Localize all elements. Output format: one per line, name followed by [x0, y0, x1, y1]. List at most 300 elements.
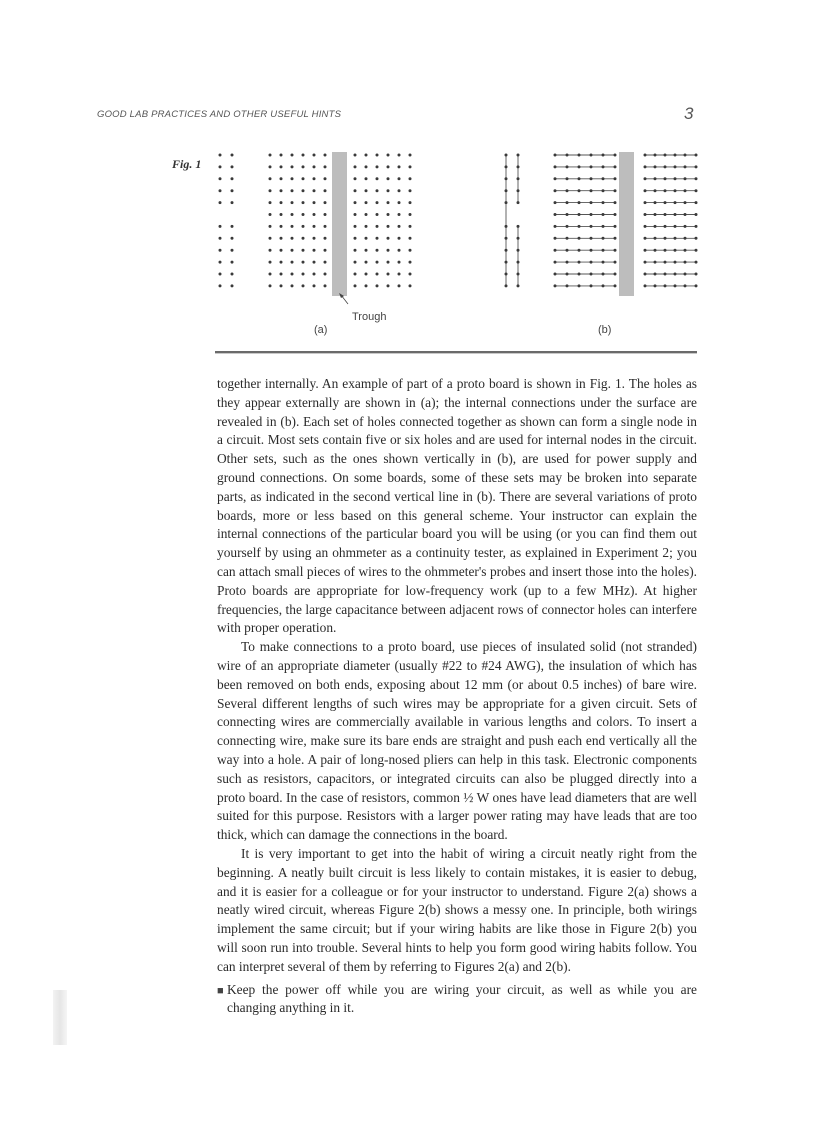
- board-hole: [354, 249, 357, 252]
- board-hole: [365, 177, 368, 180]
- board-hole: [695, 225, 698, 228]
- rail-hole: [219, 284, 222, 287]
- board-hole: [590, 201, 593, 204]
- board-hole: [695, 154, 698, 157]
- board-hole: [365, 225, 368, 228]
- board-hole: [398, 225, 401, 228]
- board-hole: [644, 261, 647, 264]
- board-hole: [398, 273, 401, 276]
- board-hole: [590, 177, 593, 180]
- bullet-square-icon: ■: [217, 984, 224, 997]
- figure-label: Fig. 1: [172, 157, 202, 171]
- board-hole: [269, 165, 272, 168]
- board-hole: [291, 154, 294, 157]
- board-hole: [654, 213, 657, 216]
- board-hole: [614, 177, 617, 180]
- board-hole: [695, 165, 698, 168]
- board-hole: [313, 249, 316, 252]
- board-hole: [695, 213, 698, 216]
- board-hole: [684, 189, 687, 192]
- board-hole: [354, 284, 357, 287]
- panel-a-holes: [219, 154, 412, 288]
- board-hole: [602, 201, 605, 204]
- board-hole: [354, 189, 357, 192]
- board-hole: [324, 249, 327, 252]
- trough-label: Trough: [352, 311, 387, 323]
- board-hole: [684, 249, 687, 252]
- board-hole: [554, 154, 557, 157]
- board-hole: [302, 189, 305, 192]
- board-hole: [387, 261, 390, 264]
- board-hole: [269, 189, 272, 192]
- board-hole: [684, 177, 687, 180]
- board-hole: [409, 177, 412, 180]
- board-hole: [602, 284, 605, 287]
- board-hole: [695, 189, 698, 192]
- rail-hole: [219, 261, 222, 264]
- board-hole: [354, 237, 357, 240]
- board-hole: [269, 261, 272, 264]
- rail-hole: [231, 177, 234, 180]
- board-hole: [654, 237, 657, 240]
- board-hole: [302, 177, 305, 180]
- board-hole: [664, 165, 667, 168]
- board-hole: [291, 201, 294, 204]
- board-hole: [387, 237, 390, 240]
- board-hole: [695, 237, 698, 240]
- rail-hole: [219, 273, 222, 276]
- board-hole: [365, 249, 368, 252]
- board-hole: [280, 201, 283, 204]
- board-hole: [324, 189, 327, 192]
- board-hole: [365, 165, 368, 168]
- board-hole: [590, 165, 593, 168]
- trough-b: [619, 152, 634, 296]
- board-hole: [566, 165, 569, 168]
- board-hole: [644, 189, 647, 192]
- rail-hole: [505, 249, 508, 252]
- board-hole: [354, 273, 357, 276]
- board-hole: [578, 249, 581, 252]
- board-hole: [590, 213, 593, 216]
- board-hole: [664, 225, 667, 228]
- board-hole: [291, 189, 294, 192]
- board-hole: [614, 189, 617, 192]
- board-hole: [674, 154, 677, 157]
- board-hole: [398, 249, 401, 252]
- board-hole: [409, 213, 412, 216]
- board-hole: [376, 213, 379, 216]
- board-hole: [684, 225, 687, 228]
- board-hole: [578, 165, 581, 168]
- board-hole: [614, 237, 617, 240]
- board-hole: [578, 201, 581, 204]
- board-hole: [409, 237, 412, 240]
- board-hole: [302, 201, 305, 204]
- board-hole: [365, 201, 368, 204]
- board-hole: [644, 284, 647, 287]
- rail-hole: [505, 165, 508, 168]
- board-hole: [602, 273, 605, 276]
- rail-hole: [231, 261, 234, 264]
- board-hole: [365, 189, 368, 192]
- board-hole: [578, 177, 581, 180]
- board-hole: [376, 165, 379, 168]
- board-hole: [324, 165, 327, 168]
- board-hole: [291, 213, 294, 216]
- board-hole: [590, 237, 593, 240]
- rail-hole: [517, 189, 520, 192]
- board-hole: [269, 154, 272, 157]
- board-hole: [398, 284, 401, 287]
- board-hole: [664, 177, 667, 180]
- board-hole: [313, 284, 316, 287]
- board-hole: [566, 189, 569, 192]
- rail-hole: [219, 201, 222, 204]
- rail-hole: [517, 225, 520, 228]
- board-hole: [324, 177, 327, 180]
- board-hole: [695, 177, 698, 180]
- board-hole: [302, 284, 305, 287]
- board-hole: [554, 189, 557, 192]
- board-hole: [664, 189, 667, 192]
- board-hole: [554, 225, 557, 228]
- rail-hole: [505, 177, 508, 180]
- board-hole: [614, 273, 617, 276]
- board-hole: [614, 225, 617, 228]
- paragraph-2: To make connections to a proto board, use pieces of insulated solid (not stranded) wire of an appropriate diameter (usually #22 to #24 AWG), the insulation of which has been removed on both ends, exposing about 12 mm (or about 0.5 inches) of bare wire. Several different lengths of such wires may be appropriate for a given circuit. Sets of connecting wires are commercially available in various lengths and colors. To insert a connecting wire, make sure its bare ends are straight and push each end vertically all the way into a hole. A pair of long-nosed pliers can help in this task. Electronic components such as resistors, capacitors, or integrated circuits can also be plugged directly into a proto board. In the case of resistors, common ½ W ones have lead diameters that are well suited for this purpose. Resistors with a larger power rating may have leads that are too thick, which can damage the connections in the board.: [217, 639, 697, 843]
- board-hole: [614, 249, 617, 252]
- board-hole: [664, 237, 667, 240]
- board-hole: [614, 201, 617, 204]
- board-hole: [365, 284, 368, 287]
- board-hole: [269, 284, 272, 287]
- board-hole: [644, 177, 647, 180]
- board-hole: [280, 284, 283, 287]
- board-hole: [302, 249, 305, 252]
- board-hole: [664, 213, 667, 216]
- board-hole: [365, 154, 368, 157]
- board-hole: [664, 284, 667, 287]
- rail-hole: [231, 189, 234, 192]
- board-hole: [302, 213, 305, 216]
- board-hole: [644, 237, 647, 240]
- board-hole: [398, 177, 401, 180]
- board-hole: [590, 189, 593, 192]
- board-hole: [578, 237, 581, 240]
- rail-hole: [517, 154, 520, 157]
- board-hole: [654, 249, 657, 252]
- board-hole: [695, 261, 698, 264]
- board-hole: [602, 165, 605, 168]
- rail-hole: [219, 177, 222, 180]
- board-hole: [387, 201, 390, 204]
- board-hole: [398, 189, 401, 192]
- board-hole: [674, 213, 677, 216]
- board-hole: [280, 154, 283, 157]
- board-hole: [684, 273, 687, 276]
- rail-hole: [505, 201, 508, 204]
- board-hole: [313, 165, 316, 168]
- board-hole: [554, 249, 557, 252]
- rail-hole: [505, 284, 508, 287]
- board-hole: [684, 237, 687, 240]
- panel-a-label: (a): [314, 324, 328, 336]
- board-hole: [354, 225, 357, 228]
- board-hole: [324, 154, 327, 157]
- board-hole: [324, 273, 327, 276]
- board-hole: [566, 201, 569, 204]
- board-hole: [602, 177, 605, 180]
- board-hole: [654, 165, 657, 168]
- rail-hole: [219, 225, 222, 228]
- board-hole: [324, 225, 327, 228]
- board-hole: [313, 237, 316, 240]
- rail-hole: [231, 154, 234, 157]
- board-hole: [398, 154, 401, 157]
- board-hole: [269, 237, 272, 240]
- board-hole: [313, 273, 316, 276]
- panel-b-connections: [505, 154, 698, 288]
- board-hole: [554, 284, 557, 287]
- rail-hole: [517, 201, 520, 204]
- board-hole: [280, 237, 283, 240]
- board-hole: [269, 273, 272, 276]
- rail-hole: [517, 165, 520, 168]
- board-hole: [269, 201, 272, 204]
- board-hole: [324, 201, 327, 204]
- rail-hole: [517, 249, 520, 252]
- board-hole: [354, 177, 357, 180]
- rail-hole: [505, 237, 508, 240]
- board-hole: [324, 237, 327, 240]
- board-hole: [269, 213, 272, 216]
- board-hole: [664, 249, 667, 252]
- board-hole: [664, 201, 667, 204]
- board-hole: [409, 201, 412, 204]
- board-hole: [313, 154, 316, 157]
- board-hole: [684, 165, 687, 168]
- board-hole: [376, 237, 379, 240]
- board-hole: [590, 249, 593, 252]
- board-hole: [313, 261, 316, 264]
- board-hole: [409, 249, 412, 252]
- rail-hole: [231, 165, 234, 168]
- trough-a: [332, 152, 347, 296]
- board-hole: [664, 273, 667, 276]
- board-hole: [684, 154, 687, 157]
- board-hole: [554, 237, 557, 240]
- board-hole: [291, 177, 294, 180]
- board-hole: [302, 273, 305, 276]
- board-hole: [644, 249, 647, 252]
- paragraph-1: together internally. An example of part of a proto board is shown in Fig. 1. The holes as they appear externally are shown in (a); the internal connections under the surface are revealed in (b). Each set of holes connected together as shown can form a single node in a circuit. Most sets contain five or six holes and are used for internal nodes in the circuit. Other sets, such as the ones shown vertically in (b), are used for power supply and ground connections. On some boards, some of these sets may be broken into separate parts, as indicated in the second vertical line in (b). There are several variations of proto boards, more or less based on this general scheme. Your instructor can explain the internal connections of the particular board you will be using (or you can find them out yourself by using an ohmmeter as a continuity tester, as explained in Experiment 2; you can attach small pieces of wires to the ohmmeter's probes and insert those into the holes). Proto boards are appropriate for low-frequency work (up to a few MHz). At higher frequencies, the large capacitance between adjacent rows of connector holes can interfere with proper operation.: [217, 376, 697, 636]
- board-hole: [566, 249, 569, 252]
- board-hole: [674, 261, 677, 264]
- bullet-text: Keep the power off while you are wiring your circuit, as well as while you are changing anything in it.: [227, 981, 697, 1016]
- board-hole: [302, 261, 305, 264]
- board-hole: [387, 249, 390, 252]
- board-hole: [695, 249, 698, 252]
- board-hole: [302, 225, 305, 228]
- board-hole: [280, 213, 283, 216]
- board-hole: [674, 189, 677, 192]
- rail-hole: [505, 273, 508, 276]
- board-hole: [566, 261, 569, 264]
- board-hole: [566, 273, 569, 276]
- rail-hole: [231, 225, 234, 228]
- board-hole: [554, 165, 557, 168]
- board-hole: [674, 237, 677, 240]
- board-hole: [365, 237, 368, 240]
- board-hole: [578, 213, 581, 216]
- board-hole: [590, 225, 593, 228]
- board-hole: [280, 273, 283, 276]
- board-hole: [365, 273, 368, 276]
- board-hole: [578, 154, 581, 157]
- board-hole: [280, 165, 283, 168]
- board-hole: [654, 177, 657, 180]
- board-hole: [376, 273, 379, 276]
- board-hole: [684, 201, 687, 204]
- board-hole: [291, 273, 294, 276]
- rail-hole: [505, 154, 508, 157]
- rail-hole: [517, 237, 520, 240]
- board-hole: [566, 284, 569, 287]
- board-hole: [695, 201, 698, 204]
- board-hole: [291, 165, 294, 168]
- board-hole: [376, 284, 379, 287]
- board-hole: [566, 177, 569, 180]
- rail-hole: [231, 201, 234, 204]
- board-hole: [302, 154, 305, 157]
- board-hole: [354, 213, 357, 216]
- board-hole: [398, 237, 401, 240]
- board-hole: [376, 249, 379, 252]
- board-hole: [590, 284, 593, 287]
- board-hole: [280, 261, 283, 264]
- board-hole: [674, 273, 677, 276]
- rail-hole: [231, 249, 234, 252]
- board-hole: [602, 225, 605, 228]
- board-hole: [398, 261, 401, 264]
- scan-margin-artifact: [53, 990, 67, 1045]
- rail-hole: [505, 189, 508, 192]
- board-hole: [654, 261, 657, 264]
- board-hole: [280, 225, 283, 228]
- board-hole: [614, 154, 617, 157]
- rail-hole: [231, 284, 234, 287]
- board-hole: [354, 201, 357, 204]
- figure-1-protoboard: [0, 0, 816, 360]
- board-hole: [578, 225, 581, 228]
- board-hole: [313, 213, 316, 216]
- board-hole: [376, 201, 379, 204]
- board-hole: [376, 189, 379, 192]
- bullet-item: [217, 981, 697, 1019]
- board-hole: [602, 237, 605, 240]
- rail-hole: [517, 177, 520, 180]
- board-hole: [398, 165, 401, 168]
- board-hole: [387, 225, 390, 228]
- board-hole: [566, 154, 569, 157]
- board-hole: [409, 225, 412, 228]
- board-hole: [354, 165, 357, 168]
- running-head: GOOD LAB PRACTICES AND OTHER USEFUL HINTS: [97, 109, 342, 120]
- board-hole: [291, 284, 294, 287]
- board-hole: [387, 284, 390, 287]
- board-hole: [313, 201, 316, 204]
- board-hole: [590, 154, 593, 157]
- board-hole: [602, 154, 605, 157]
- board-hole: [280, 177, 283, 180]
- board-hole: [644, 154, 647, 157]
- board-hole: [674, 249, 677, 252]
- board-hole: [644, 213, 647, 216]
- board-hole: [664, 261, 667, 264]
- board-hole: [302, 165, 305, 168]
- board-hole: [409, 273, 412, 276]
- board-hole: [684, 261, 687, 264]
- rail-hole: [505, 225, 508, 228]
- board-hole: [695, 284, 698, 287]
- board-hole: [324, 284, 327, 287]
- board-hole: [269, 249, 272, 252]
- board-hole: [387, 189, 390, 192]
- rail-hole: [219, 154, 222, 157]
- board-hole: [409, 189, 412, 192]
- board-hole: [614, 213, 617, 216]
- rail-hole: [517, 261, 520, 264]
- board-hole: [695, 273, 698, 276]
- board-hole: [387, 273, 390, 276]
- board-hole: [578, 284, 581, 287]
- board-hole: [554, 177, 557, 180]
- board-hole: [387, 177, 390, 180]
- board-hole: [684, 284, 687, 287]
- board-hole: [313, 225, 316, 228]
- board-hole: [554, 261, 557, 264]
- board-hole: [674, 225, 677, 228]
- rail-hole: [231, 273, 234, 276]
- board-hole: [376, 261, 379, 264]
- rail-hole: [505, 261, 508, 264]
- board-hole: [387, 213, 390, 216]
- board-hole: [644, 273, 647, 276]
- board-hole: [602, 189, 605, 192]
- board-hole: [324, 213, 327, 216]
- board-hole: [376, 154, 379, 157]
- board-hole: [409, 154, 412, 157]
- board-hole: [280, 249, 283, 252]
- board-hole: [365, 261, 368, 264]
- board-hole: [674, 177, 677, 180]
- board-hole: [291, 225, 294, 228]
- board-hole: [590, 273, 593, 276]
- board-hole: [409, 165, 412, 168]
- board-hole: [376, 177, 379, 180]
- board-hole: [578, 189, 581, 192]
- rail-hole: [219, 249, 222, 252]
- board-hole: [409, 284, 412, 287]
- board-hole: [365, 213, 368, 216]
- board-hole: [398, 201, 401, 204]
- board-hole: [291, 249, 294, 252]
- rail-hole: [219, 189, 222, 192]
- board-hole: [554, 273, 557, 276]
- board-hole: [614, 284, 617, 287]
- board-hole: [578, 273, 581, 276]
